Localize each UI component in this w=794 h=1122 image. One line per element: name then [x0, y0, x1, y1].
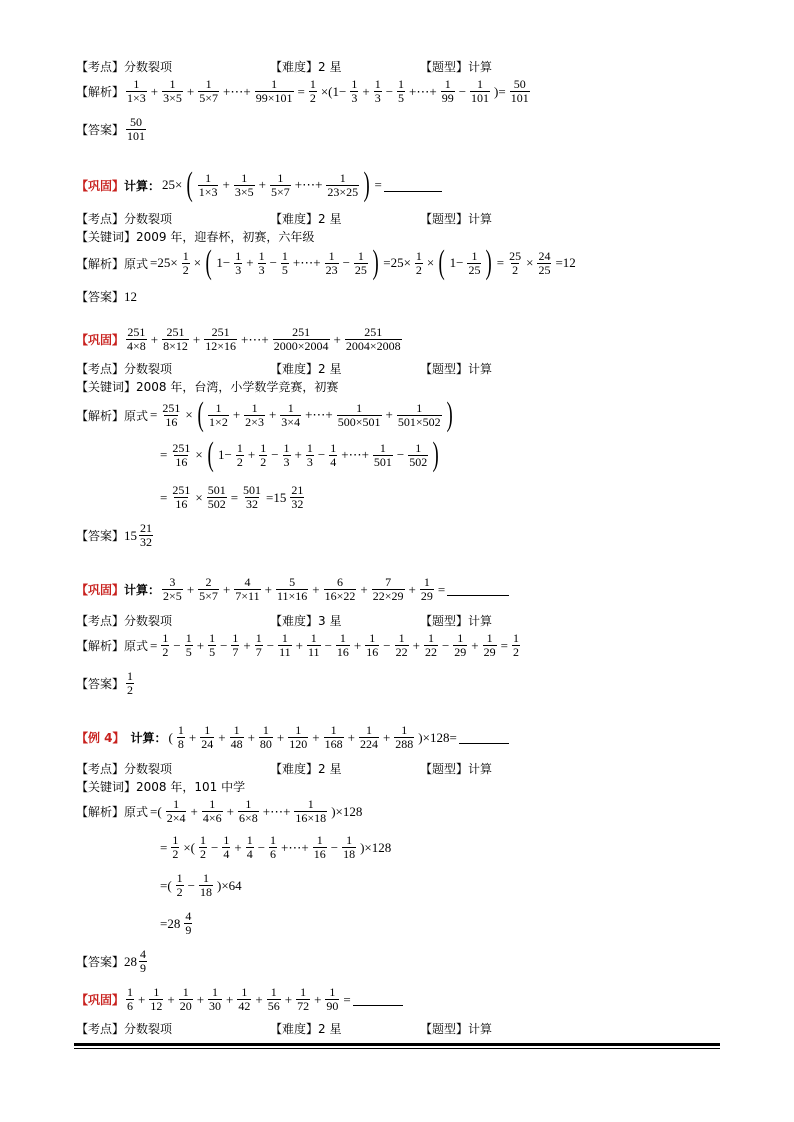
b6-question-formula: $\frac{1}{6}$ + $\frac{1}{12}$ + $\frac{1}{20}$ + $\frac{1}{30}$ + $\frac{1}{42}$ + $\frac{1}{56}$ + $\frac{1}{72}$ + $\frac{1}{90}$ = — [124, 986, 403, 1013]
b3-question-formula: $\frac{251}{4\times 8}$ + $\frac{251}{8\times 12}$ + $\frac{251}{12\times 16}$ +⋯+ $\frac{251}{2000\times 2004}$ + $\frac{251}{2004\times 2008}$ — [127, 325, 401, 353]
b4-type: 【题型】计算 — [420, 614, 493, 628]
b4-difficulty: 【难度】3 星 — [270, 614, 342, 628]
b3-formula-1: = $\frac{251}{16}$ × ( $\frac{1}{1\times 2}$ + $\frac{1}{2\times 3}$ + $\frac{1}{3\times 4}$ +⋯+ $\frac{1}{500\times 501}$ + $\frac{1}{501\times 502}$ ) — [150, 396, 453, 433]
b5-answer-fraction: $\frac{4}{9}$ — [140, 947, 147, 975]
b2-answer-value: 12 — [124, 288, 138, 304]
b3-analysis-line3 — [158, 484, 306, 511]
b5-meta-row: 【考点】分数裂项 — [76, 762, 173, 776]
jisuan-label: 计算： — [124, 178, 161, 193]
footer-rule-thick — [74, 1043, 720, 1046]
answer-blank — [459, 731, 509, 744]
b1-formula: $\frac{1}{1\times 3}$ + $\frac{1}{3\times 5}$ + $\frac{1}{5\times 7}$ +⋯+ $\frac{1}{99\times 101}$ = $\frac{1}{2}$ ×(1− $\frac{1}{3}$ + $\frac{1}{3}$ − $\frac{1}{5}$ +⋯+ $\frac{1}{99}$ − $\frac{1}{101}$ )= $\frac{50}{101}$ — [127, 77, 529, 105]
b5-keywords: 【关键词】2008 年，101 中学 — [76, 780, 246, 794]
b1-meta-row — [76, 58, 172, 75]
b2-analysis: 【解析】 原式 =25× $\frac{1}{2}$ × ( 1− $\frac{1}{3}$ + $\frac{1}{3}$ − $\frac{1}{5}$ +⋯+ $\frac{1}{23}$ − $\frac{1}{25}$ ) =25× $\frac{1}{2}$ × ( 1− $\frac{1}{25}$ ) = $\frac{25}{2}$ × $\frac{24}{25}$ =12 — [76, 244, 576, 281]
b2-formula: =25× $\frac{1}{2}$ × ( 1− $\frac{1}{3}$ + $\frac{1}{3}$ − $\frac{1}{5}$ +⋯+ $\frac{1}{23}$ − $\frac{1}{25}$ ) =25× $\frac{1}{2}$ × ( 1− $\frac{1}{25}$ ) = $\frac{25}{2}$ × $\frac{24}{25}$ =12 — [150, 244, 576, 281]
b3-answer-whole: 15 — [124, 527, 138, 543]
b2-question-formula: 25× ( $\frac{1}{1\times 3}$ + $\frac{1}{3\times 5}$ + $\frac{1}{5\times 7}$ +⋯+ $\frac{1}{23\times 25}$ ) = — [160, 170, 442, 200]
b3-difficulty: 【难度】2 星 — [270, 362, 342, 376]
b3-answer: 【答案】 15 $\frac{21}{32}$ — [76, 521, 153, 549]
b5-answer: 【答案】 28 $\frac{4}{9}$ — [76, 947, 147, 975]
b4-question: 【巩固】 计算： $\frac{3}{2\times 5}$ + $\frac{2}{5\times 7}$ + $\frac{4}{7\times 11}$ + $\frac{5}{11\times 16}$ + $\frac{6}{16\times 22}$ + $\frac{7}{22\times 29}$ + $\frac{1}{29}$ = — [76, 576, 509, 603]
kaodian-label: 【考点】 — [76, 60, 125, 74]
b4-answer-fraction: $\frac{1}{2}$ — [127, 669, 134, 697]
b5-answer-whole: 28 — [124, 953, 138, 969]
b5-analysis-line3 — [158, 872, 244, 899]
daan-label: 【答案】 — [76, 123, 125, 137]
b2-answer: 【答案】 12 — [76, 288, 138, 304]
b1-answer-fraction: $\frac{50}{101}$ — [127, 115, 146, 143]
b5-formula-2: = $\frac{1}{2}$ ×( $\frac{1}{2}$ − $\frac{1}{4}$ + $\frac{1}{4}$ − $\frac{1}{6}$ +⋯+ $\frac{1}{16}$ − $\frac{1}{18}$ )×128 — [160, 833, 392, 861]
b6-difficulty: 【难度】2 星 — [270, 1022, 342, 1036]
gonggu-label: 【巩固】 — [76, 178, 125, 193]
b5-analysis-line4 — [158, 910, 194, 937]
b2-type: 【题型】计算 — [420, 212, 493, 226]
answer-blank — [353, 993, 403, 1006]
tixing-label: 【题型】 — [420, 60, 469, 74]
b1-analysis — [76, 78, 532, 105]
b4-analysis: 【解析】 原式 = $\frac{1}{2}$ − $\frac{1}{5}$ + $\frac{1}{5}$ − $\frac{1}{7}$ + $\frac{1}{7}$ − $\frac{1}{11}$ + $\frac{1}{11}$ − $\frac{1}{16}$ + $\frac{1}{16}$ − $\frac{1}{22}$ + $\frac{1}{22}$ − $\frac{1}{29}$ + $\frac{1}{29}$ = $\frac{1}{2}$ — [76, 632, 522, 659]
b1-difficulty — [270, 58, 341, 75]
answer-blank — [384, 179, 442, 192]
b5-question-formula: ( $\frac{1}{8}$ + $\frac{1}{24}$ + $\frac{1}{48}$ + $\frac{1}{80}$ + $\frac{1}{120}$ + $\frac{1}{168}$ + $\frac{1}{224}$ + $\frac{1}{288}$ )×128= — [167, 724, 509, 751]
b3-formula-2: = $\frac{251}{16}$ × ( 1− $\frac{1}{2}$ + $\frac{1}{2}$ − $\frac{1}{3}$ + $\frac{1}{3}$ − $\frac{1}{4}$ +⋯+ $\frac{1}{501}$ − $\frac{1}{502}$ ) — [160, 436, 440, 473]
b4-formula: = $\frac{1}{2}$ − $\frac{1}{5}$ + $\frac{1}{5}$ − $\frac{1}{7}$ + $\frac{1}{7}$ − $\frac{1}{11}$ + $\frac{1}{11}$ − $\frac{1}{16}$ + $\frac{1}{16}$ − $\frac{1}{22}$ + $\frac{1}{22}$ − $\frac{1}{29}$ + $\frac{1}{29}$ = $\frac{1}{2}$ — [150, 631, 519, 659]
b2-question — [76, 166, 442, 203]
b2-meta-row: 【考点】分数裂项 — [76, 212, 173, 226]
b3-question: 【巩固】 $\frac{251}{4\times 8}$ + $\frac{251}{8\times 12}$ + $\frac{251}{12\times 16}$ +⋯+ $\frac{251}{2000\times 2004}$ + $\frac{251}{2004\times 2008}$ — [76, 326, 404, 353]
b6-question: 【巩固】 $\frac{1}{6}$ + $\frac{1}{12}$ + $\frac{1}{20}$ + $\frac{1}{30}$ + $\frac{1}{42}$ + $\frac{1}{56}$ + $\frac{1}{72}$ + $\frac{1}{90}$ = — [76, 986, 403, 1013]
b3-analysis-line1: 【解析】 原式 = $\frac{251}{16}$ × ( $\frac{1}{1\times 2}$ + $\frac{1}{2\times 3}$ + $\frac{1}{3\times 4}$ +⋯+ $\frac{1}{500\times 501}$ + $\frac{1}{501\times 502}$ ) — [76, 400, 455, 430]
b5-formula-3: =( $\frac{1}{2}$ − $\frac{1}{18}$ )×64 — [160, 871, 242, 899]
b3-meta-row: 【考点】分数裂项 — [76, 362, 173, 376]
b5-formula-4: =28 $\frac{4}{9}$ — [160, 909, 192, 937]
b6-meta-row: 【考点】分数裂项 — [76, 1022, 173, 1036]
b1-answer — [76, 116, 148, 143]
b5-type: 【题型】计算 — [420, 762, 493, 776]
b3-answer-fraction: $\frac{21}{32}$ — [140, 521, 153, 549]
b5-difficulty: 【难度】2 星 — [270, 762, 342, 776]
b5-analysis-line1: 【解析】 原式 =( $\frac{1}{2\times 4}$ + $\frac{1}{4\times 6}$ + $\frac{1}{6\times 8}$ +⋯+ $\frac{1}{16\times 18}$ )×128 — [76, 797, 363, 825]
li4-label: 【例 4】 — [76, 731, 125, 745]
jiexi-label: 【解析】 — [76, 85, 125, 99]
b3-keywords: 【关键词】2008 年，台湾，小学数学竞赛，初赛 — [76, 380, 339, 394]
b4-answer: 【答案】 $\frac{1}{2}$ — [76, 669, 134, 697]
b2-keywords: 【关键词】2009 年，迎春杯，初赛，六年级 — [76, 230, 315, 244]
b5-question: 【例 4】 计算： ( $\frac{1}{8}$ + $\frac{1}{24}$ + $\frac{1}{48}$ + $\frac{1}{80}$ + $\frac{1}{120}$ + $\frac{1}{168}$ + $\frac{1}{224}$ + $\frac{1}{288}$ )×128= — [76, 724, 509, 751]
b2-difficulty: 【难度】2 星 — [270, 212, 342, 226]
nandu-label: 【难度】 — [270, 60, 319, 74]
footer-rule-thin — [74, 1048, 720, 1049]
b4-meta-row: 【考点】分数裂项 — [76, 614, 173, 628]
type-value: 计算 — [468, 60, 493, 74]
b4-question-formula: $\frac{3}{2\times 5}$ + $\frac{2}{5\times 7}$ + $\frac{4}{7\times 11}$ + $\frac{5}{11\times 16}$ + $\frac{6}{16\times 22}$ + $\frac{7}{22\times 29}$ + $\frac{1}{29}$ = — [160, 576, 509, 603]
b5-formula-1: =( $\frac{1}{2\times 4}$ + $\frac{1}{4\times 6}$ + $\frac{1}{6\times 8}$ +⋯+ $\frac{1}{16\times 18}$ )×128 — [150, 797, 363, 825]
difficulty-value: 2 星 — [318, 60, 342, 74]
b6-type: 【题型】计算 — [420, 1022, 493, 1036]
topic-value: 分数裂项 — [124, 60, 173, 74]
b5-analysis-line2 — [158, 834, 393, 861]
answer-blank — [447, 583, 509, 596]
b3-type: 【题型】计算 — [420, 362, 493, 376]
b1-type — [420, 58, 492, 75]
b3-analysis-line2 — [158, 436, 442, 473]
b3-formula-3: = $\frac{251}{16}$ × $\frac{501}{502}$ = $\frac{501}{32}$ =15 $\frac{21}{32}$ — [160, 483, 304, 511]
